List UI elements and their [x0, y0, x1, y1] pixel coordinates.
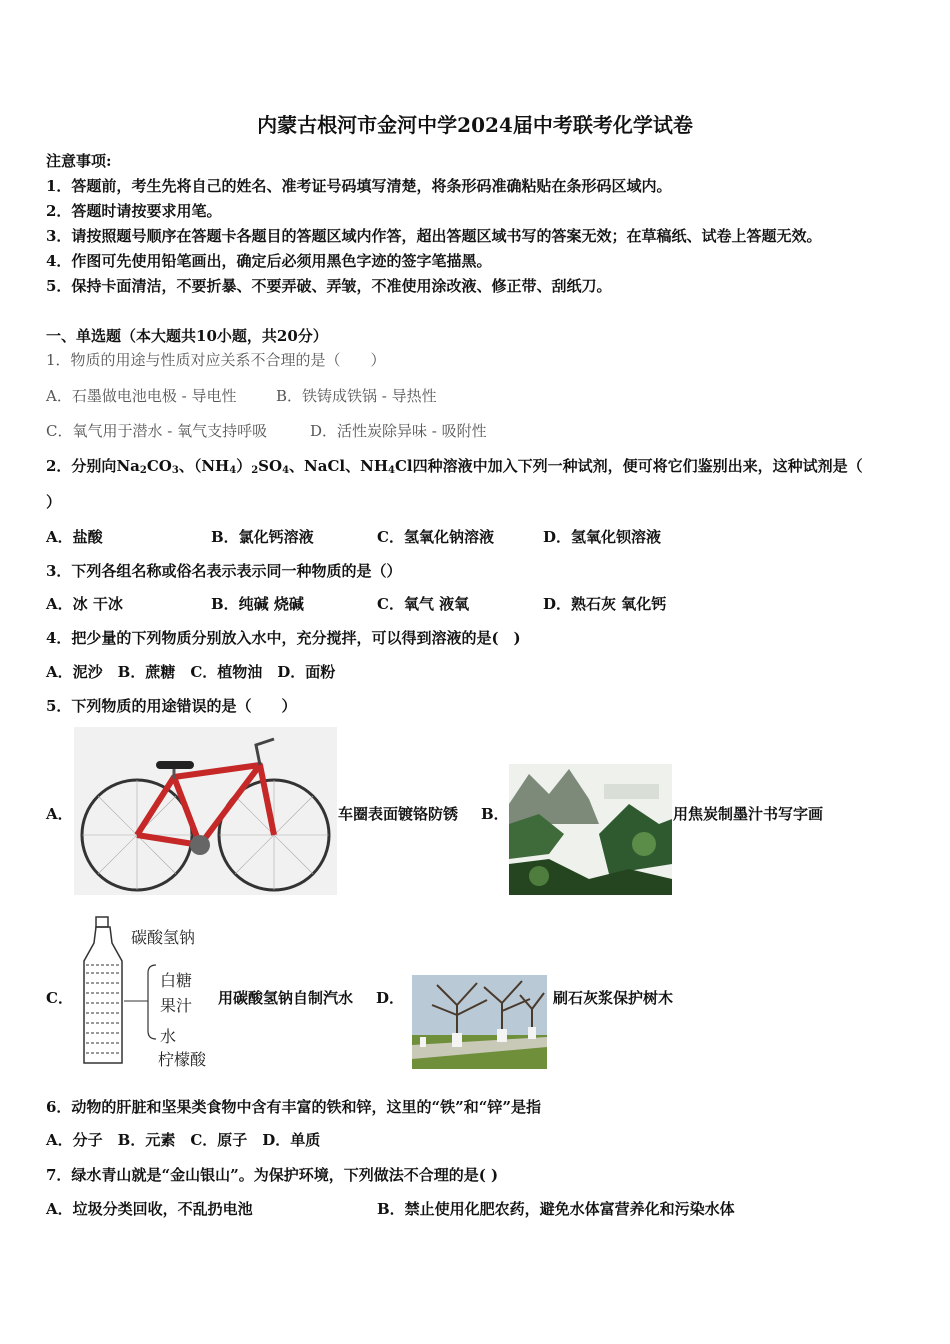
- q6-options: A．分子 B．元素 C．原子 D．单质: [46, 1131, 321, 1149]
- ink-painting-image: [509, 764, 672, 895]
- q7-option-a: A．垃圾分类回收，不乱扔电池: [46, 1200, 253, 1218]
- q4-stem: 4．把少量的下列物质分别放入水中，充分搅拌，可以得到溶液的是( ): [46, 629, 521, 647]
- q5-option-c-text: 用碳酸氢钠自制汽水: [218, 989, 354, 1007]
- notice-item: 2．答题时请按要求用笔。: [46, 202, 222, 220]
- q6-stem: 6．动物的肝脏和坚果类食物中含有丰富的铁和锌，这里的“铁”和“锌”是指: [46, 1098, 541, 1116]
- page-title: 内蒙古根河市金河中学2024届中考联考化学试卷: [257, 113, 693, 137]
- landscape-painting-icon: [509, 764, 672, 895]
- q2-option-d: D．氢氧化钡溶液: [543, 528, 662, 546]
- q5-option-d-label: D．: [376, 989, 405, 1007]
- notice-item: 5．保持卡面清洁，不要折暴、不要弄破、弄皱，不准使用涂改液、修正带、刮纸刀。: [46, 277, 612, 295]
- bottle-label: 水: [160, 1027, 177, 1046]
- notice-item: 1．答题前，考生先将自己的姓名、准考证号码填写清楚，将条形码准确粘贴在条形码区域内。: [46, 177, 672, 195]
- q3-stem: 3．下列各组名称或俗名表示表示同一种物质的是（）: [46, 562, 402, 580]
- q5-stem: 5．下列物质的用途错误的是（ ）: [46, 697, 297, 715]
- q5-option-b-text: 用焦炭制墨汁书写字画: [673, 805, 824, 823]
- bottle-label: 碳酸氢钠: [131, 928, 196, 947]
- notice-item: 4．作图可先使用铅笔画出，确定后必须用黑色字迹的签字笔描黑。: [46, 252, 492, 270]
- bicycle-image: [74, 727, 337, 895]
- bottle-image: [78, 913, 218, 1071]
- notice-heading: 注意事项:: [46, 152, 112, 170]
- q1-stem: 1．物质的用途与性质对应关系不合理的是（ ）: [46, 351, 386, 369]
- bottle-label: 果汁: [160, 996, 193, 1015]
- q3-option-a: A．冰 干冰: [46, 595, 123, 613]
- q1-option-c: C．氧气用于潜水 - 氧气支持呼吸: [46, 422, 268, 440]
- trees-icon: [412, 975, 547, 1069]
- q5-option-c-label: C．: [46, 989, 73, 1007]
- q3-option-d: D．熟石灰 氧化钙: [543, 595, 667, 613]
- bottle-label: 柠檬酸: [158, 1050, 207, 1069]
- q4-options: A．泥沙 B．蔗糖 C．植物油 D．面粉: [46, 663, 336, 681]
- q5-option-a-text: 车圈表面镀铬防锈: [338, 805, 459, 823]
- q2-option-b: B．氯化钙溶液: [211, 528, 314, 546]
- bottle-label: 白糖: [160, 971, 193, 990]
- notice-item: 3．请按照题号顺序在答题卡各题目的答题区域内作答，超出答题区域书写的答案无效；在草稿纸、试卷上答题无效。: [46, 227, 822, 245]
- q2-stem-close: ）: [46, 493, 62, 511]
- q3-option-b: B．纯碱 烧碱: [211, 595, 304, 613]
- q2-stem: 2．分别向$Na_2CO_3$、$(NH_4)_2SO_4$、NaCl、$NH_4Cl$四种溶液中加入下列一种试剂，便可将它们鉴别出来，这种试剂是（: [46, 457, 863, 476]
- q1-option-b: B．铁铸成铁锅 - 导热性: [276, 387, 437, 405]
- q5-option-d-text: 刷石灰浆保护树木: [553, 989, 674, 1007]
- q2-option-c: C．氢氧化钠溶液: [377, 528, 494, 546]
- trees-image: [412, 975, 547, 1069]
- q5-option-a-label: A．: [46, 805, 73, 823]
- q1-option-d: D．活性炭除异味 - 吸附性: [310, 422, 487, 440]
- bicycle-icon: [74, 727, 337, 895]
- q5-option-b-label: B．: [481, 805, 509, 823]
- q7-stem: 7．绿水青山就是“金山银山”。为保护环境，下列做法不合理的是( ): [46, 1166, 499, 1184]
- q7-option-b: B．禁止使用化肥农药，避免水体富营养化和污染水体: [377, 1200, 735, 1218]
- q1-option-a: A．石墨做电池电极 - 导电性: [46, 387, 237, 405]
- section-heading: 一、单选题（本大题共10小题，共20分）: [46, 327, 328, 345]
- q3-option-c: C．氧气 液氧: [377, 595, 470, 613]
- q2-option-a: A．盐酸: [46, 528, 103, 546]
